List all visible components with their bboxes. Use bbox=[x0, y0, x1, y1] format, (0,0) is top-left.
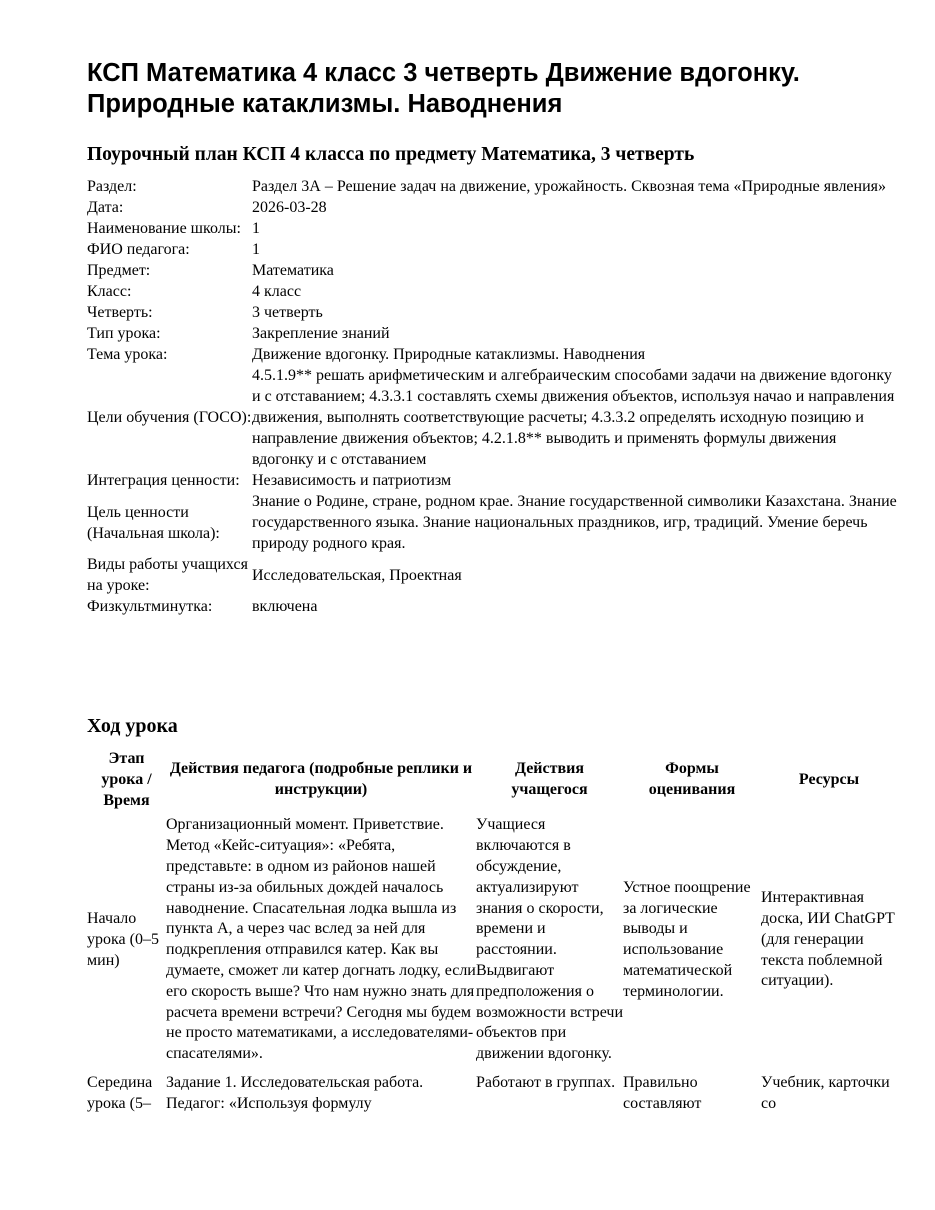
info-label: Раздел: bbox=[87, 178, 137, 195]
info-row-topic bbox=[87, 344, 897, 365]
info-label: Интеграция ценности: bbox=[87, 472, 240, 489]
info-row-quarter bbox=[87, 302, 897, 323]
info-value: Закрепление знаний bbox=[252, 325, 390, 342]
lesson-flow-table bbox=[87, 749, 897, 1115]
info-row-date bbox=[87, 197, 897, 218]
stage-cell: Начало урока (0–5 мин) bbox=[87, 909, 159, 969]
info-value: Движение вдогонку. Природные катаклизмы. Наводнения bbox=[252, 346, 646, 363]
student-actions-cell: Работают в группах. bbox=[476, 1073, 616, 1091]
info-label: Цель ценности (Начальная школа): bbox=[87, 503, 220, 542]
info-label: Тема урока: bbox=[87, 346, 168, 363]
student-actions-cell: Учащиеся включаются в обсуждение, актуализируют знания о скорости, времени и расстоянии. Выдвигают предположения о возможности встречи объектов при движении вдогонку. bbox=[476, 816, 623, 1063]
info-value: включена bbox=[252, 598, 318, 615]
info-row-section bbox=[87, 176, 897, 197]
teacher-actions-cell: Задание 1. Исследовательская работа. Педагог: «Используя формулу bbox=[166, 1073, 424, 1112]
stage-cell: Середина урока (5– bbox=[87, 1073, 153, 1112]
info-row-lesson-type bbox=[87, 323, 897, 344]
info-value: Знание о Родине, стране, родном крае. Знание государственной символики Казахстана. Знание государственного языка. Знание национальных праздников, игр, традиций. Умение беречь природу родного края. bbox=[252, 493, 897, 552]
info-value: 1 bbox=[252, 220, 260, 237]
teacher-actions-cell: Организационный момент. Приветствие. Метод «Кейс-ситуация»: «Ребята, представьте: в одном из районов нашей страны из-за обильных дождей началось наводнение. Спасательная лодка вышла из пункта А, а через час вслед за ней для подкрепления отправился катер. Как вы думаете, сможет ли катер догнать лодку, если его скорость выше? Что нам нужно знать для расчета времени встречи? Сегодня мы будем не просто математиками, а исследователями-спасателями». bbox=[166, 816, 476, 1063]
info-label: Цели обучения (ГОСО): bbox=[87, 409, 252, 426]
info-label: Тип урока: bbox=[87, 325, 161, 342]
info-value: 2026-03-28 bbox=[252, 199, 327, 216]
info-value: 3 четверть bbox=[252, 304, 323, 321]
info-row-work-types bbox=[87, 554, 897, 596]
info-value: Исследовательская, Проектная bbox=[252, 566, 462, 584]
info-label: Предмет: bbox=[87, 262, 151, 279]
lesson-table-header-row bbox=[87, 749, 897, 815]
info-value: Раздел 3А – Решение задач на движение, урожайность. Сквозная тема «Природные явления» bbox=[252, 178, 887, 195]
header-student-actions: Действия учащегося bbox=[511, 760, 588, 799]
info-row-subject bbox=[87, 260, 897, 281]
info-row-value-integration bbox=[87, 470, 897, 491]
info-row-teacher bbox=[87, 239, 897, 260]
resources-cell: Учебник, карточки со bbox=[761, 1073, 890, 1112]
info-row-exercise-break bbox=[87, 596, 897, 617]
header-assessment: Формы оценивания bbox=[648, 760, 736, 799]
info-value: 1 bbox=[252, 241, 260, 258]
info-value: 4.5.1.9** решать арифметическим и алгебраическим способами задачи на движение вдогонку и с отставанием; 4.3.3.1 составлять схемы движения объектов, используя начао и направления движения, выполнять соответствующие расчеты; 4.3.3.2 определять исходную позицию и направление движения объектов; 4.2.1.8** выводить и применять формулы движения вдогонку и с отставанием bbox=[252, 367, 895, 468]
header-teacher-actions: Действия педагога (подробные реплики и инструкции) bbox=[169, 760, 473, 799]
table-row bbox=[87, 1065, 897, 1115]
info-label: Четверть: bbox=[87, 304, 153, 321]
info-label: ФИО педагога: bbox=[87, 241, 190, 258]
plan-subtitle: Поурочный план КСП 4 класса по предмету Математика, 3 четверть bbox=[87, 144, 695, 165]
resources-cell: Интерактивная доска, ИИ ChatGPT (для генерации текста поблемной ситуации). bbox=[761, 889, 895, 990]
table-row bbox=[87, 815, 897, 1065]
info-value: 4 класс bbox=[252, 283, 302, 300]
info-label: Класс: bbox=[87, 283, 132, 300]
info-row-school bbox=[87, 218, 897, 239]
header-stage: Этап урока / Время bbox=[101, 750, 152, 809]
info-label: Физкультминутка: bbox=[87, 598, 213, 615]
assessment-cell: Устное поощрение за логические выводы и использование математической терминологии. bbox=[623, 878, 751, 1000]
lesson-info-table bbox=[87, 176, 897, 617]
info-row-grade bbox=[87, 281, 897, 302]
info-row-value-goal bbox=[87, 491, 897, 554]
info-label: Виды работы учащихся на уроке: bbox=[87, 556, 248, 594]
document-title: КСП Математика 4 класс 3 четверть Движение вдогонку. Природные катаклизмы. Наводнения bbox=[87, 59, 800, 118]
assessment-cell: Правильно составляют bbox=[623, 1073, 702, 1112]
info-value: Математика bbox=[252, 262, 334, 279]
info-label: Дата: bbox=[87, 199, 124, 216]
info-label: Наименование школы: bbox=[87, 220, 241, 237]
header-resources: Ресурсы bbox=[798, 770, 860, 788]
info-value: Независимость и патриотизм bbox=[252, 472, 452, 489]
lesson-flow-heading: Ход урока bbox=[87, 715, 178, 737]
info-row-objectives bbox=[87, 365, 897, 470]
